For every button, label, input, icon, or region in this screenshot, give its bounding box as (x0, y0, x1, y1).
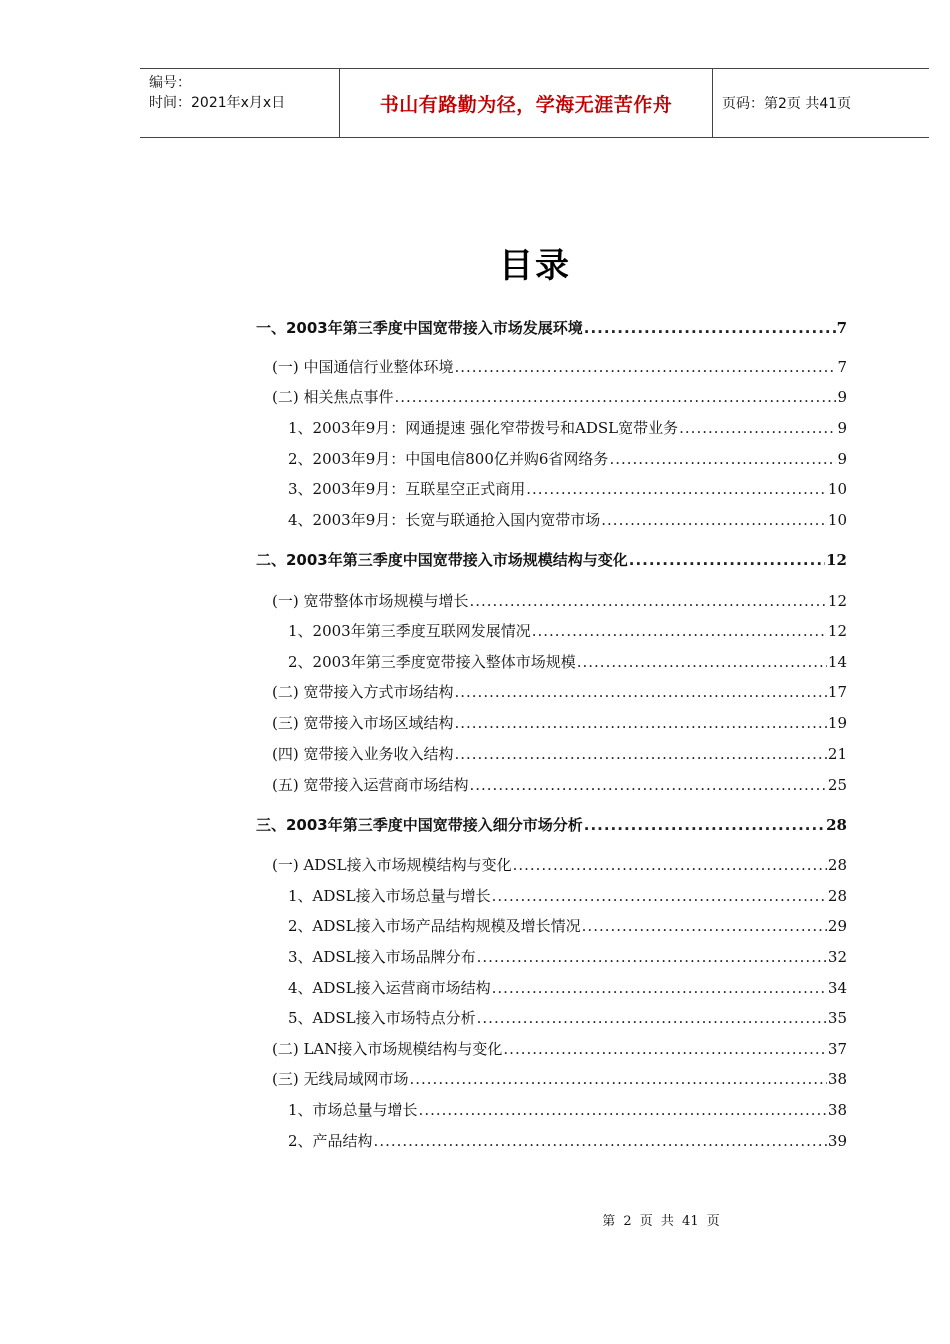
number-label: 编号： (149, 75, 191, 91)
toc-entry-page: 38 (827, 1101, 847, 1119)
toc-entry-page: 32 (827, 948, 847, 966)
toc-entry[interactable] (288, 478, 847, 499)
toc-entry-label: (二) 宽带接入方式市场结构 (272, 683, 454, 701)
toc-entry-page: 7 (836, 319, 847, 337)
toc-entry-label: (二) 相关焦点事件 (272, 388, 394, 406)
toc-entry[interactable] (272, 854, 847, 875)
toc-entry-page: 29 (827, 917, 847, 935)
toc-entry[interactable] (288, 448, 847, 469)
toc-entry-page: 37 (827, 1040, 847, 1058)
toc-entry[interactable] (288, 977, 847, 998)
toc-entry-label: 4、2003年9月：长宽与联通抢入国内宽带市场 (288, 511, 601, 529)
toc-entry[interactable] (288, 1130, 847, 1151)
toc-entry-page: 17 (827, 683, 847, 701)
toc-entry-page: 19 (827, 714, 847, 732)
toc-entry-page: 28 (827, 856, 847, 874)
toc-entry-page: 38 (827, 1070, 847, 1088)
header-motto: 书山有路勤为径，学海无涯苦作舟 (340, 69, 713, 137)
toc-entry[interactable] (272, 590, 847, 611)
toc-entry-label: 1、ADSL接入市场总量与增长 (288, 887, 491, 905)
toc-entry[interactable] (272, 356, 847, 377)
toc-entry-page: 12 (827, 622, 847, 640)
toc-entry-page: 12 (826, 551, 847, 569)
toc-entry[interactable] (288, 946, 847, 967)
toc-entry[interactable] (272, 712, 847, 733)
toc-entry[interactable] (288, 651, 847, 672)
toc-entry[interactable] (256, 814, 847, 835)
toc-entry-label: 三、2003年第三季度中国宽带接入细分市场分析 (256, 816, 583, 834)
toc-entry-label: 3、ADSL接入市场品牌分布 (288, 948, 476, 966)
toc-entry-label: 1、2003年第三季度互联网发展情况 (288, 622, 531, 640)
toc-entry[interactable] (272, 743, 847, 764)
toc-entry-label: 4、ADSL接入运营商市场结构 (288, 979, 491, 997)
toc-entry-label: (一) 中国通信行业整体环境 (272, 358, 454, 376)
toc-entry-label: (五) 宽带接入运营商市场结构 (272, 776, 469, 794)
toc-entry-label: 二、2003年第三季度中国宽带接入市场规模结构与变化 (256, 551, 628, 569)
toc-entry-page: 39 (827, 1132, 847, 1150)
toc-entry-page: 9 (837, 450, 847, 468)
toc-entry-label: 2、2003年9月：中国电信800亿并购6省网络务 (288, 450, 609, 468)
toc-entry-label: (一) ADSL接入市场规模结构与变化 (272, 856, 512, 874)
toc-entry-label: 1、2003年9月：网通提速 强化窄带拨号和ADSL宽带业务 (288, 419, 679, 437)
toc-entry[interactable] (288, 620, 847, 641)
toc-entry-label: 2、产品结构 (288, 1132, 373, 1150)
toc-entry-page: 12 (827, 592, 847, 610)
toc-entry[interactable] (288, 509, 847, 530)
toc-entry-page: 35 (827, 1009, 847, 1027)
toc-entry-page: 10 (827, 511, 847, 529)
toc-entry-label: 2、ADSL接入市场产品结构规模及增长情况 (288, 917, 581, 935)
toc-entry-page: 9 (837, 388, 847, 406)
toc-entry[interactable] (272, 681, 847, 702)
toc-entry-label: 2、2003年第三季度宽带接入整体市场规模 (288, 653, 576, 671)
toc-entry-page: 28 (826, 816, 847, 834)
toc-entry-label: (三) 无线局域网市场 (272, 1070, 409, 1088)
toc-entry-label: 3、2003年9月：互联星空正式商用 (288, 480, 526, 498)
header-meta-cell (140, 69, 340, 137)
toc-entry-page: 21 (827, 745, 847, 763)
toc-entry-label: (二) LAN接入市场规模结构与变化 (272, 1040, 503, 1058)
toc-entry[interactable] (256, 317, 847, 338)
toc-entry-page: 28 (827, 887, 847, 905)
toc-entry-label: 5、ADSL接入市场特点分析 (288, 1009, 476, 1027)
toc-entry-label: (三) 宽带接入市场区域结构 (272, 714, 454, 732)
toc-entry[interactable] (288, 885, 847, 906)
toc-entry-page: 14 (827, 653, 847, 671)
toc-entry-label: 一、2003年第三季度中国宽带接入市场发展环境 (256, 319, 583, 337)
toc-entry[interactable] (272, 386, 847, 407)
document-header (140, 68, 929, 138)
toc-entry[interactable] (272, 1038, 847, 1059)
toc-entry[interactable] (288, 417, 847, 438)
toc-entry[interactable] (272, 1068, 847, 1089)
time-label: 时间：2021年x月x日 (149, 95, 286, 111)
page-footer: 第 2 页 共 41 页 (602, 1214, 720, 1229)
toc-entry-page: 7 (837, 358, 847, 376)
page-title: 目录 (499, 246, 571, 286)
toc-entry[interactable] (256, 549, 847, 570)
toc-entry-page: 34 (827, 979, 847, 997)
toc-entry[interactable] (272, 774, 847, 795)
header-page-label: 页码：第2页 共41页 (722, 96, 852, 112)
toc-entry-label: (四) 宽带接入业务收入结构 (272, 745, 454, 763)
toc-entry[interactable] (288, 1007, 847, 1028)
toc-entry-label: 1、市场总量与增长 (288, 1101, 418, 1119)
toc-entry-page: 25 (827, 776, 847, 794)
toc-entry-page: 9 (837, 419, 847, 437)
toc-entry-label: (一) 宽带整体市场规模与增长 (272, 592, 469, 610)
toc-entry-page: 10 (827, 480, 847, 498)
toc-entry[interactable] (288, 915, 847, 936)
toc-entry[interactable] (288, 1099, 847, 1120)
